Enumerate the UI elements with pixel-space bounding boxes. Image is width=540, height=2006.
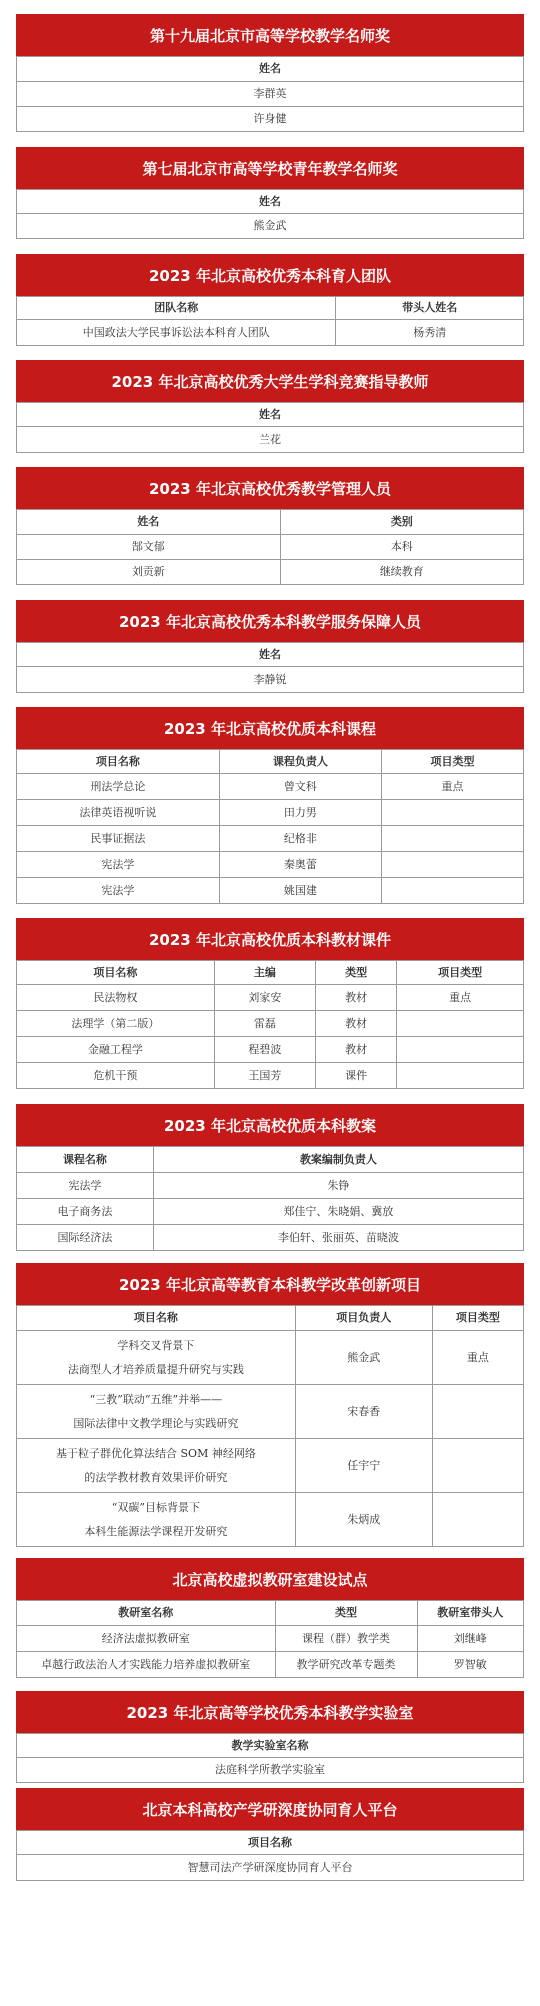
table-cell: 秦奥蕾 <box>219 852 381 878</box>
table-header-row <box>17 190 524 214</box>
award-section <box>16 1104 524 1251</box>
column-header: 项目名称 <box>17 750 220 774</box>
table-header-row <box>17 1601 524 1626</box>
table-header-row <box>17 961 524 985</box>
award-section <box>16 1691 524 1783</box>
column-header: 项目名称 <box>17 1306 296 1331</box>
section-table <box>16 1733 524 1783</box>
column-header: 教研室名称 <box>17 1601 276 1626</box>
section-title: 2023 年北京高校优秀大学生学科竞赛指导教师 <box>16 360 524 402</box>
table-header-row <box>17 57 524 82</box>
table-cell: 课程（群）教学类 <box>275 1626 417 1652</box>
table-row <box>17 1385 524 1439</box>
table-row <box>17 1225 524 1251</box>
section-table <box>16 642 524 693</box>
table-header-row <box>17 750 524 774</box>
section-title: 2023 年北京高校优质本科教材课件 <box>16 918 524 960</box>
table-cell <box>382 800 524 826</box>
table-row <box>17 826 524 852</box>
section-title: 2023 年北京高等教育本科教学改革创新项目 <box>16 1263 524 1305</box>
section-title: 第七届北京市高等学校青年教学名师奖 <box>16 147 524 189</box>
table-row <box>17 985 524 1011</box>
column-header: 姓名 <box>17 510 281 535</box>
section-table <box>16 1830 524 1881</box>
table-cell <box>432 1493 523 1547</box>
cell-line: “双碳”目标背景下 <box>111 1501 201 1515</box>
table-row <box>17 800 524 826</box>
table-cell: 曾文科 <box>219 774 381 800</box>
column-header: 姓名 <box>17 57 524 82</box>
section-table <box>16 296 524 346</box>
table-cell: 朱炳成 <box>295 1493 432 1547</box>
table-cell: 田力男 <box>219 800 381 826</box>
column-header: 姓名 <box>17 190 524 214</box>
table-cell <box>432 1385 523 1439</box>
award-section <box>16 14 524 132</box>
table-cell: 刑法学总论 <box>17 774 220 800</box>
table-header-row <box>17 403 524 427</box>
column-header: 项目负责人 <box>295 1306 432 1331</box>
section-title: 2023 年北京高等学校优秀本科教学实验室 <box>16 1691 524 1733</box>
section-table <box>16 960 524 1089</box>
table-cell: 中国政法大学民事诉讼法本科育人团队 <box>17 320 336 346</box>
table-cell: 法理学（第二版） <box>17 1011 215 1037</box>
column-header: 项目类型 <box>397 961 524 985</box>
column-header: 项目类型 <box>432 1306 523 1331</box>
award-section <box>16 360 524 453</box>
table-cell: 刘贡新 <box>17 560 281 585</box>
award-section <box>16 600 524 693</box>
table-cell: 教学研究改革专题类 <box>275 1652 417 1678</box>
table-cell: 智慧司法产学研深度协同育人平台 <box>17 1855 524 1881</box>
table-cell: 重点 <box>382 774 524 800</box>
table-cell: 教材 <box>316 985 397 1011</box>
table-row <box>17 1011 524 1037</box>
table-cell: 电子商务法 <box>17 1199 154 1225</box>
table-row <box>17 82 524 107</box>
column-header: 团队名称 <box>17 297 336 320</box>
table-header-row <box>17 1306 524 1331</box>
table-cell <box>17 1385 296 1439</box>
award-section <box>16 918 524 1089</box>
column-header: 主编 <box>214 961 315 985</box>
column-header: 项目类型 <box>382 750 524 774</box>
table-cell: 民事证据法 <box>17 826 220 852</box>
column-header: 课程名称 <box>17 1147 154 1173</box>
column-header: 课程负责人 <box>219 750 381 774</box>
table-row <box>17 560 524 585</box>
table-row <box>17 427 524 453</box>
table-cell: 姚国建 <box>219 878 381 904</box>
column-header: 类别 <box>280 510 523 535</box>
section-table <box>16 56 524 132</box>
table-cell: 宪法学 <box>17 852 220 878</box>
table-row <box>17 320 524 346</box>
table-cell: 许身健 <box>17 107 524 132</box>
table-cell: 李静锐 <box>17 667 524 693</box>
table-cell: 郜文郁 <box>17 535 281 560</box>
table-row <box>17 1758 524 1783</box>
table-row <box>17 1626 524 1652</box>
table-cell: 罗智敏 <box>417 1652 523 1678</box>
section-table <box>16 1146 524 1251</box>
section-table <box>16 1600 524 1678</box>
section-table <box>16 189 524 239</box>
section-table <box>16 509 524 585</box>
table-cell: 纪格非 <box>219 826 381 852</box>
table-cell <box>17 1439 296 1493</box>
column-header: 项目名称 <box>17 1831 524 1855</box>
table-cell: 宪法学 <box>17 1173 154 1199</box>
column-header: 类型 <box>275 1601 417 1626</box>
table-header-row <box>17 510 524 535</box>
table-header-row <box>17 1831 524 1855</box>
table-cell: 教材 <box>316 1011 397 1037</box>
table-cell <box>17 1331 296 1385</box>
table-cell: 宪法学 <box>17 878 220 904</box>
table-cell <box>17 1493 296 1547</box>
table-cell: 熊金武 <box>295 1331 432 1385</box>
table-cell: 课件 <box>316 1063 397 1089</box>
table-cell: 刘继峰 <box>417 1626 523 1652</box>
table-cell: 重点 <box>397 985 524 1011</box>
table-cell: 重点 <box>432 1331 523 1385</box>
table-cell: 杨秀清 <box>336 320 524 346</box>
column-header: 姓名 <box>17 403 524 427</box>
award-section <box>16 254 524 346</box>
table-row <box>17 1855 524 1881</box>
award-section <box>16 1263 524 1547</box>
section-table <box>16 402 524 453</box>
section-title: 北京本科高校产学研深度协同育人平台 <box>16 1788 524 1830</box>
award-section <box>16 467 524 585</box>
table-cell: 任宇宁 <box>295 1439 432 1493</box>
table-cell <box>382 852 524 878</box>
table-cell: 卓越行政法治人才实践能力培养虚拟教研室 <box>17 1652 276 1678</box>
table-row <box>17 1037 524 1063</box>
column-header: 类型 <box>316 961 397 985</box>
section-title: 2023 年北京高校优秀本科育人团队 <box>16 254 524 296</box>
cell-line: 本科生能源法学课程开发研究 <box>84 1524 228 1538</box>
cell-line: 学科交叉背景下 <box>117 1339 195 1353</box>
table-cell: 李伯轩、张丽英、苗晓波 <box>153 1225 523 1251</box>
section-title: 2023 年北京高校优秀教学管理人员 <box>16 467 524 509</box>
table-cell: 程碧波 <box>214 1037 315 1063</box>
table-cell: 民法物权 <box>17 985 215 1011</box>
table-cell: 教材 <box>316 1037 397 1063</box>
table-cell: 金融工程学 <box>17 1037 215 1063</box>
table-cell: 李群英 <box>17 82 524 107</box>
table-cell <box>382 878 524 904</box>
table-row <box>17 1063 524 1089</box>
section-title: 2023 年北京高校优质本科教案 <box>16 1104 524 1146</box>
table-cell: 继续教育 <box>280 560 523 585</box>
table-row <box>17 878 524 904</box>
cell-line: 基于粒子群优化算法结合 SOM 神经网络 <box>56 1447 256 1461</box>
table-cell: 兰花 <box>17 427 524 453</box>
award-section <box>16 147 524 239</box>
table-row <box>17 852 524 878</box>
table-cell: 朱铮 <box>153 1173 523 1199</box>
award-section <box>16 1558 524 1678</box>
column-header: 姓名 <box>17 643 524 667</box>
table-cell: 郑佳宁、朱晓娟、冀放 <box>153 1199 523 1225</box>
table-header-row <box>17 1734 524 1758</box>
table-header-row <box>17 1147 524 1173</box>
cell-line: 的法学教材教育效果评价研究 <box>84 1470 228 1484</box>
section-title: 第十九届北京市高等学校教学名师奖 <box>16 14 524 56</box>
section-title: 北京高校虚拟教研室建设试点 <box>16 1558 524 1600</box>
table-cell <box>397 1011 524 1037</box>
table-cell: 宋春香 <box>295 1385 432 1439</box>
section-title: 2023 年北京高校优质本科课程 <box>16 707 524 749</box>
section-table <box>16 1305 524 1547</box>
table-row <box>17 774 524 800</box>
table-cell: 经济法虚拟教研室 <box>17 1626 276 1652</box>
table-row <box>17 667 524 693</box>
column-header: 教研室带头人 <box>417 1601 523 1626</box>
table-cell <box>397 1037 524 1063</box>
column-header: 项目名称 <box>17 961 215 985</box>
table-header-row <box>17 643 524 667</box>
column-header: 教学实验室名称 <box>17 1734 524 1758</box>
table-cell: 国际经济法 <box>17 1225 154 1251</box>
table-row <box>17 1173 524 1199</box>
table-header-row <box>17 297 524 320</box>
column-header: 带头人姓名 <box>336 297 524 320</box>
table-cell: 危机干预 <box>17 1063 215 1089</box>
table-cell <box>397 1063 524 1089</box>
award-section <box>16 707 524 904</box>
table-row <box>17 1439 524 1493</box>
cell-line: “三教”联动“五维”并举—— <box>89 1393 223 1407</box>
table-cell <box>382 826 524 852</box>
table-row <box>17 107 524 132</box>
table-row <box>17 1652 524 1678</box>
table-row <box>17 1331 524 1385</box>
table-cell: 熊金武 <box>17 214 524 239</box>
table-cell: 法律英语视听说 <box>17 800 220 826</box>
cell-line: 国际法律中文教学理论与实践研究 <box>73 1416 239 1430</box>
table-row <box>17 1493 524 1547</box>
section-table <box>16 749 524 904</box>
table-cell: 王国芳 <box>214 1063 315 1089</box>
table-cell: 刘家安 <box>214 985 315 1011</box>
section-title: 2023 年北京高校优秀本科教学服务保障人员 <box>16 600 524 642</box>
table-row <box>17 1199 524 1225</box>
table-cell: 法庭科学所教学实验室 <box>17 1758 524 1783</box>
table-row <box>17 535 524 560</box>
column-header: 教案编制负责人 <box>153 1147 523 1173</box>
table-cell: 雷磊 <box>214 1011 315 1037</box>
table-cell: 本科 <box>280 535 523 560</box>
award-section <box>16 1788 524 1881</box>
table-row <box>17 214 524 239</box>
cell-line: 法商型人才培养质量提升研究与实践 <box>67 1362 244 1376</box>
table-cell <box>432 1439 523 1493</box>
